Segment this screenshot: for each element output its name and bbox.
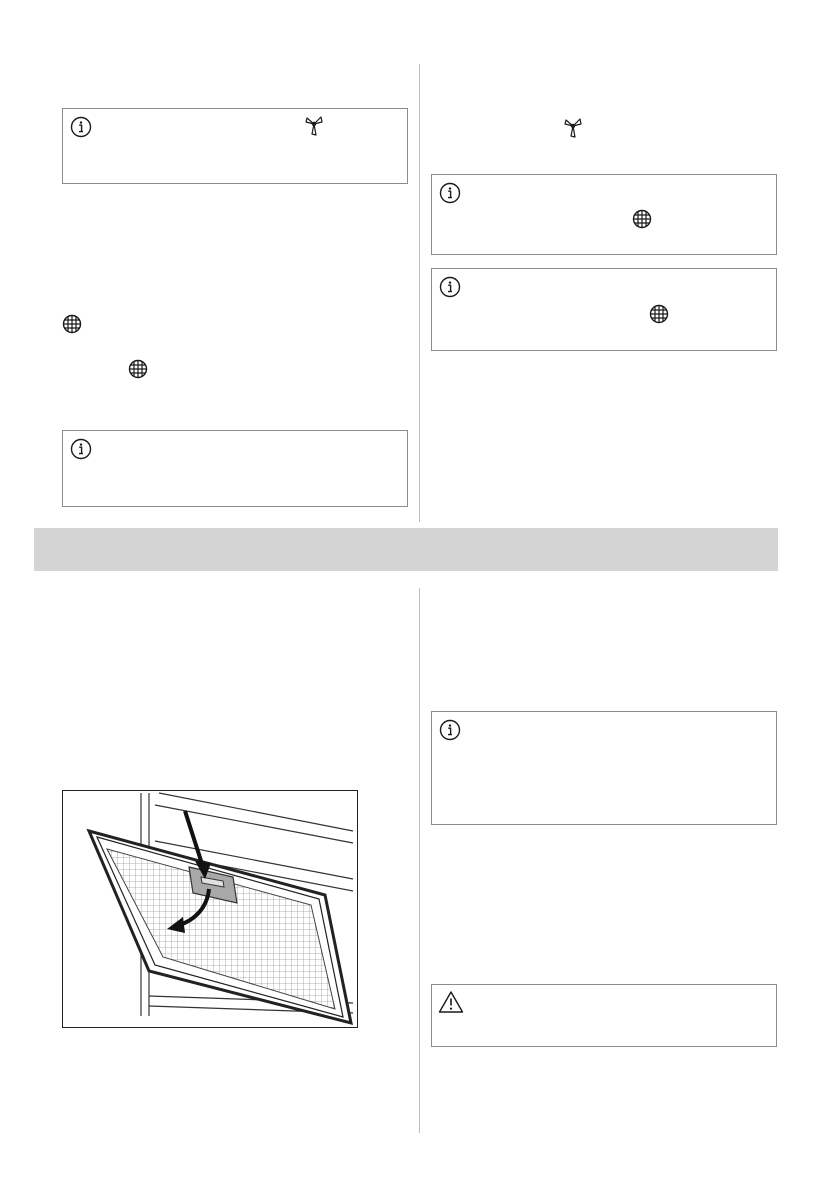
info-note-box xyxy=(431,174,777,255)
grease-filter-icon xyxy=(128,359,148,379)
info-icon xyxy=(439,276,461,298)
grease-filter-icon xyxy=(649,304,669,324)
warning-note-box xyxy=(431,984,777,1047)
grease-filter-icon xyxy=(62,314,82,334)
info-note-box xyxy=(431,268,777,351)
info-icon xyxy=(439,719,461,741)
warning-icon xyxy=(438,990,464,1014)
column-divider-top xyxy=(419,64,420,522)
info-icon xyxy=(70,438,92,460)
column-divider-bottom xyxy=(419,588,420,1133)
fan-icon xyxy=(303,114,325,138)
grease-filter-icon xyxy=(632,209,652,229)
section-heading-band xyxy=(34,528,778,571)
fan-icon xyxy=(562,116,584,140)
info-icon xyxy=(439,182,461,204)
info-note-box xyxy=(62,430,408,507)
info-icon xyxy=(70,116,92,138)
info-note-box xyxy=(431,711,777,825)
info-note-box xyxy=(62,108,408,184)
filter-removal-illustration xyxy=(62,790,358,1028)
filter-illustration-drawing xyxy=(63,791,357,1027)
